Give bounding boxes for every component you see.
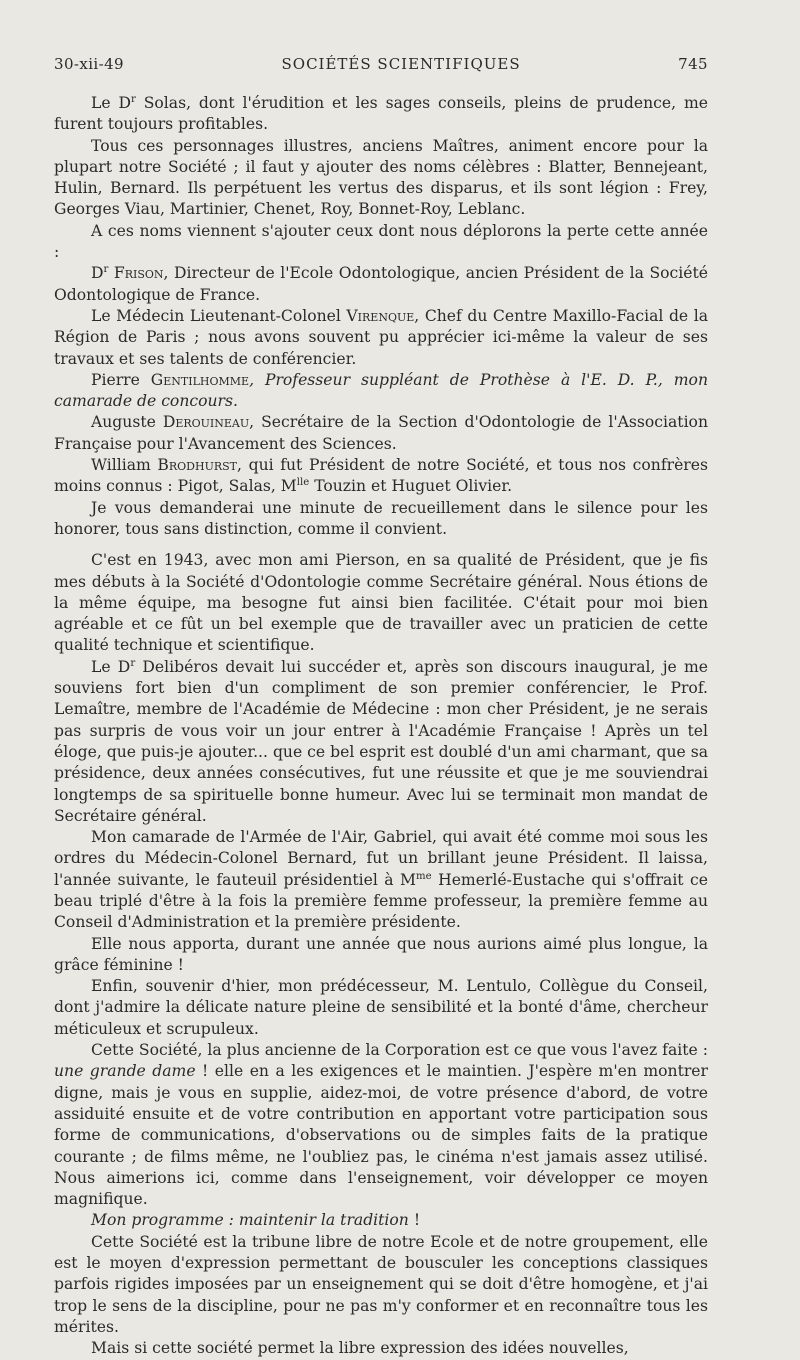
text-run: Solas, dont l'érudition et les sages conseils, pleins de prudence, me furent toujours profitables. (54, 94, 708, 134)
text-run: , Secrétaire de la Section d'Odontologie de l'Association Française pour l'Avancement des Sciences. (54, 413, 708, 453)
text-run: Le D (91, 657, 131, 676)
text-run: , qui fut Président de notre Société, et tous nos confrères moins connus : Pigot, Salas, M (54, 456, 708, 496)
paragraph (54, 1210, 708, 1231)
person-name: Derouineau (162, 413, 250, 432)
person-name: Frison (108, 264, 164, 283)
paragraph (54, 657, 708, 827)
text-run: Pierre (91, 370, 151, 389)
paragraph: Je vous demanderai une minute de recueillement dans le silence pour les honorer, tous sans distinction, comme il convient. (54, 498, 708, 538)
text-run: ! (408, 1211, 421, 1230)
paragraph: Mais si cette société permet la libre expression des idées nouvelles, (91, 1339, 629, 1358)
paragraph (54, 306, 708, 370)
superscript: me (416, 870, 432, 882)
issue-date: 30-xii-49 (54, 55, 124, 73)
paragraph: Cette Société est la tribune libre de notre Ecole et de notre groupement, elle est le moyen d'expression permettant de bousculer les conceptions classiques parfois rigides imposées par un enseignement qui se doit d'être homogène, et j'ai trop le sens de la discipline, pour ne pas m'y conformer et en reconnaître tous les mérites. (54, 1232, 708, 1336)
superscript: lle (296, 477, 310, 489)
superscript: r (130, 93, 136, 105)
superscript: r (130, 657, 136, 669)
paragraph: Tous ces personnages illustres, anciens Maîtres, animent encore pour la plupart notre Société ; il faut y ajouter des noms célèbres : Blatter, Bennejeant, Hulin, Bernard. Ils perpétuent les vertus des disparus, et ils sont légion : Frey, Georges Viau, Martinier, Chenet, Roy, Bonnet-Roy, Leblanc. (54, 136, 708, 219)
paragraph (54, 455, 708, 498)
paragraph (54, 412, 708, 455)
text-run: Cette Société, la plus ancienne de la Corporation est ce que vous l'avez faite : (91, 1041, 708, 1060)
running-title: SOCIÉTÉS SCIENTIFIQUES (281, 55, 521, 73)
person-name: Brodhurst (157, 456, 238, 475)
paragraph (54, 370, 708, 413)
body-text (54, 93, 708, 1360)
text-run: Touzin et Huguet Olivier. (309, 477, 513, 496)
paragraph: C'est en 1943, avec mon ami Pierson, en sa qualité de Président, que je fis mes débuts à la Société d'Odontologie comme Secrétaire général. Nous étions de la même équipe, ma besogne fut ainsi bien facilitée. C'était pour moi bien agréable et ce fût un bel exemple que de travailler avec un praticien de cette qualité technique et scientifique. (54, 551, 708, 655)
paragraph: Elle nous apporta, durant une année que nous aurions aimé plus longue, la grâce féminine ! (54, 934, 708, 974)
text-run: ! elle en a les exigences et le maintien. J'espère m'en montrer digne, mais je vous en supplie, aidez-moi, de votre présence d'abord, de votre assiduité ensuite et de votre contribution en apportant votre participation sous forme de communications, d'observations ou de simples faits de la pratique courante ; de films même, ne l'oubliez pas, le cinéma n'est jamais assez utilisé. Nous aimerions ici, comme dans l'enseignement, voir développer ce moyen magnifique. (54, 1062, 708, 1209)
person-name: Virenque (346, 306, 415, 325)
paragraph: Enfin, souvenir d'hier, mon prédécesseur, M. Lentulo, Collègue du Conseil, dont j'admire la délicate nature pleine de sensibilité et la bonté d'âme, chercheur méticuleux et scrupuleux. (54, 977, 708, 1038)
text-run: , Directeur de l'Ecole Odontologique, ancien Président de la Société Odontologique de France. (54, 264, 708, 304)
person-name: Gentilhomme (150, 370, 250, 389)
superscript: r (103, 264, 109, 276)
running-header (54, 55, 708, 73)
paragraph (54, 1040, 708, 1210)
paragraph: A ces noms viennent s'ajouter ceux dont nous déplorons la perte cette année : (54, 221, 708, 262)
text-run: Auguste (91, 413, 163, 432)
text-run: D (91, 264, 104, 283)
paragraph (54, 93, 708, 136)
paragraph (54, 263, 708, 306)
text-run: William (91, 456, 158, 475)
text-run: Le D (91, 94, 131, 112)
text-run: , Chef du Centre Maxillo-Facial de la Région de Paris ; nous avons souvent pu apprécier ici-même la valeur de ses travaux et ses talents de conférencier. (54, 306, 708, 368)
paragraph (54, 827, 708, 933)
text-run: Le Médecin Lieutenant-Colonel (91, 306, 347, 325)
text-run: Hemerlé-Eustache qui s'offrait ce beau triplé d'être à la fois la première femme professeur, la première femme au Conseil d'Administration et la première présidente. (54, 870, 709, 932)
italic-phrase: une grande dame (54, 1062, 196, 1081)
text-run: Delibéros devait lui succéder et, après son discours inaugural, je me souviens fort bien d'un compliment de son premier conférencier, le Prof. Lemaître, membre de l'Académie de Médecine : mon cher Président, je ne serais pas surpris de vous voir un jour entrer à l'Académie Française ! Après un tel éloge, que puis-je ajouter... que ce bel esprit est doublé d'un ami charmant, que sa présidence, deux années consécutives, fut une réussite et que je me souviendrai longtemps de sa spirituelle bonne humeur. Avec lui se terminait mon mandat de Secrétaire général. (54, 657, 708, 825)
italic-phrase: Mon programme : maintenir la tradition (91, 1211, 409, 1230)
text-run: , Professeur suppléant de Prothèse à l'E. D. P., mon camarade de concours. (54, 370, 708, 411)
text-run: Mon camarade de l'Armée de l'Air, Gabriel, qui avait été comme moi sous les ordres du Médecin-Colonel Bernard, fut un brillant jeune Président. Il laissa, l'année suivante, le fauteuil présidentiel à M (54, 828, 708, 889)
page-number: 745 (678, 55, 708, 73)
